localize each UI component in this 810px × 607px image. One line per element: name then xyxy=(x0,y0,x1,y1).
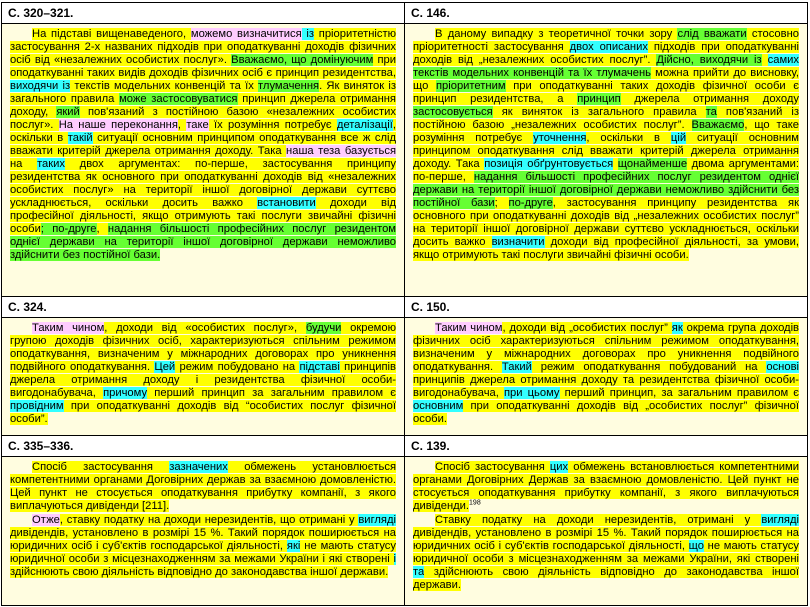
text-segment: принципів джерела отримання доходу та резидентства фізичної особи-вигодонабувача, xyxy=(413,374,799,399)
text-segment: Таким чином xyxy=(435,322,503,334)
right-page-ref: С. 150. xyxy=(405,297,808,318)
text-segment: двома аргументами: по-перше, xyxy=(413,158,800,183)
text-segment: на xyxy=(10,158,38,170)
text-segment: їх розуміння потребує xyxy=(208,119,337,131)
text-segment: вигляді xyxy=(761,514,799,526)
text-segment: визначити xyxy=(491,236,545,248)
text-segment: Дійсно, виходячи із xyxy=(656,54,762,66)
text-segment: ; xyxy=(494,197,509,209)
text-segment: основі xyxy=(766,361,800,373)
text-segment: , доходи від „особистих послуг” xyxy=(502,322,672,334)
text-row xyxy=(2,457,808,606)
text-segment: ; по-друге xyxy=(40,223,97,235)
text-segment: здійснюють свою діяльність відповідно до законодавства іншої держави. xyxy=(10,566,389,578)
right-text-block xyxy=(405,457,807,595)
text-segment: слід вважати xyxy=(677,28,747,40)
right-text-block xyxy=(405,318,807,429)
text-segment: ви xyxy=(358,514,371,526)
paragraph xyxy=(413,28,799,262)
right-page-ref: С. 139. xyxy=(405,436,808,457)
comparison-table xyxy=(1,2,808,606)
text-segment: причому xyxy=(103,387,148,399)
text-segment: по-друге xyxy=(508,197,553,209)
text-segment: провідним xyxy=(10,400,64,412)
text-segment: наша теза базується xyxy=(286,145,397,157)
paragraph xyxy=(413,461,799,513)
text-segment: та xyxy=(413,566,425,578)
text-segment: , що таке розуміння потребує xyxy=(413,119,799,144)
text-segment: цих xyxy=(549,461,569,473)
text-segment: , xyxy=(177,119,187,131)
text-segment: двох аргументах: по-перше, застосування принципу резидентства як основного при оподаткуванні доходів від «незалежних особистих послуг» на території іншої договірної держави суттєво ускладнюється, оскільки досить важко xyxy=(10,158,396,209)
text-segment: щонайменше xyxy=(617,158,688,170)
text-segment: надання більшості професійних послуг резидентом однієї держави на території іншої договірної держави неможливо здійснити без постійної бази. xyxy=(10,223,396,261)
text-segment: можемо визначитися xyxy=(190,28,302,40)
text-segment: В даному випадку з теоретичної точки зору xyxy=(435,28,678,40)
left-page-ref: С. 335–336. xyxy=(2,436,405,457)
right-text-cell xyxy=(405,24,808,297)
paragraph xyxy=(10,28,396,262)
left-text-cell xyxy=(2,318,405,436)
right-page-ref: С. 146. xyxy=(405,3,808,24)
text-segment: застосовується xyxy=(413,106,493,118)
text-segment: підходів при оподаткуванні доходів від „незалежних особистих послуг”. xyxy=(413,41,799,66)
text-segment: із xyxy=(301,28,315,40)
text-segment: при цьому xyxy=(504,387,560,399)
text-segment: ситуації основним принципом оподаткування все ж слід вважати критерій джерела отримання доходу. xyxy=(10,132,396,157)
text-segment: , доходи від «особистих послуг», xyxy=(104,322,306,334)
text-segment: при оподаткуванні доходів від „особистих послуг” фізичної особи. xyxy=(413,400,799,425)
paragraph xyxy=(10,461,396,513)
header-row xyxy=(2,436,808,457)
text-segment: будучи xyxy=(305,322,342,334)
paragraph xyxy=(10,514,396,579)
text-segment: основним xyxy=(413,400,464,412)
text-segment: принцип xyxy=(577,93,621,105)
text-segment: та xyxy=(705,106,717,118)
text-segment: пов'язаний із постійною базою „незалежних особистих послуг”. xyxy=(413,106,799,131)
text-segment: можна прийти до висновку, що xyxy=(413,67,799,92)
text-segment: , застосування принципу резидентства як основного при оподаткуванні доходів від „незалежних особистих послуг” на території іншої договірної держави суттєво ускладнюється, оскільки досить важко xyxy=(413,197,799,248)
text-segment xyxy=(762,54,768,66)
text-segment: пріоритетністю застосування 2-х названих підходів при оподаткуванні доходів фізичних осіб від «незалежних особистих послуг». xyxy=(10,28,396,66)
paragraph xyxy=(413,514,799,592)
right-text-block xyxy=(405,24,807,265)
text-segment: уточнення xyxy=(533,132,587,144)
text-segment: стосовно пріоритетності застосування xyxy=(413,28,799,53)
text-segment: Ставку податку на доходи нерезидентів, отримані у xyxy=(435,514,762,526)
text-segment: , оскільки в xyxy=(10,119,396,144)
text-segment: які xyxy=(286,540,301,552)
text-segment: Цей xyxy=(154,361,176,373)
text-segment: встановити xyxy=(257,197,316,209)
text-segment: що xyxy=(688,540,704,552)
text-segment: Спосіб застосування xyxy=(32,461,170,473)
text-segment: при оподаткуванні таких видів доходів фізичних осіб є принцип резидентства, xyxy=(10,54,397,79)
text-segment: Таким чином xyxy=(32,322,105,334)
text-segment: деталізації xyxy=(336,119,393,131)
text-segment: принцип джерела отримання доходу, xyxy=(10,93,396,118)
text-segment: підставі xyxy=(299,361,340,373)
text-segment: . Як виняток із загального правила xyxy=(10,80,396,105)
text-segment: дивідендів, установлено в розмірі 15 %. Такий порядок поширюється на юридичних осіб і суб'єктів господарської діяльності, xyxy=(10,527,396,552)
text-segment: перший принцип, за загальним правилом є xyxy=(559,387,799,399)
text-segment: доходи від професійної діяльності, за умови, якщо отримують такі послуги звичайні фізичні особи. xyxy=(413,236,800,261)
header-row xyxy=(2,297,808,318)
text-segment: зазначених xyxy=(169,461,228,473)
text-segment: Отже xyxy=(32,514,60,526)
text-row xyxy=(2,318,808,436)
text-segment: таких xyxy=(37,158,66,170)
text-segment: може застосовуватися xyxy=(119,93,238,105)
text-segment: який xyxy=(56,106,80,118)
text-segment: , оскільки в xyxy=(586,132,671,144)
text-segment: цій xyxy=(670,132,687,144)
text-segment: окремою групою доходів фізичних осіб, характеризуються спільним режимом оподаткування, визначеним у міжнародних договорах про уникнення подвійного оподаткування. xyxy=(10,322,396,373)
paragraph xyxy=(10,322,396,426)
text-segment: текстів модельних конвенцій та їх тлумачень xyxy=(413,67,651,79)
text-segment: принципів джерела отримання доходу і резидентства фізичної особи-вигодонабувача, xyxy=(10,361,396,399)
text-segment: не мають статусу юридичної особи з місцезнаходженням за межами України і які створені xyxy=(10,540,396,565)
text-segment: , ставку податку на доходи нерезидентів, що отримані у xyxy=(59,514,359,526)
text-segment: режим оподаткування побудований на xyxy=(531,361,767,373)
text-segment: двох описаних xyxy=(569,41,648,53)
left-page-ref: С. 320–321. xyxy=(2,3,405,24)
text-segment: при оподаткуванні доходів від “особистих послуг фізичної особи”. xyxy=(10,400,396,425)
text-segment: такій xyxy=(67,132,93,144)
text-segment: режим побудовано на xyxy=(175,361,300,373)
text-segment: здійснюють свою діяльність відповідно до законодавства іншої держави. xyxy=(413,566,799,591)
text-segment: ситуації основним принципом оподаткування слід вважати критерій джерела отримання доходу. Така xyxy=(413,132,799,170)
right-text-cell xyxy=(405,457,808,606)
left-text-block xyxy=(2,318,404,429)
text-segment: доходи від професійної діяльності, якщо отримують такі послуги звичайні фізичні особи xyxy=(10,197,396,235)
text-segment: Така xyxy=(257,145,287,157)
paragraph xyxy=(413,322,799,426)
text-segment: , xyxy=(96,223,108,235)
text-segment: Такий xyxy=(501,361,532,373)
text-segment: гляді xyxy=(370,514,396,526)
text-segment: пріоритетним xyxy=(435,80,506,92)
right-text-cell xyxy=(405,318,808,436)
text-segment: як xyxy=(671,322,683,334)
text-segment: і xyxy=(393,553,396,565)
left-page-ref: С. 324. xyxy=(2,297,405,318)
text-segment: дивідендів, установлено в розмірі 15 %. Такий порядок поширюється на юридичних осіб і суб'єктів господарської діяльності, xyxy=(413,527,799,552)
text-segment: На наше переконання xyxy=(58,119,178,131)
header-row xyxy=(2,3,808,24)
text-segment: надання більшості професійних послуг резидентом однієї держави на території іншої договірної держави неможливо здійснити без постійної бази xyxy=(413,171,800,209)
left-text-block xyxy=(2,457,404,582)
text-segment: обмежень установлюється компетентними органами Договірних держав за взаємною домовленістю. Цей пункт не стосується оподаткування прибутку компанії, з якого виплачуються дивіденди [211]. xyxy=(10,461,397,512)
text-segment: текстів модельних конвенцій та їх xyxy=(70,80,259,92)
text-segment: окрема група доходів фізичних осіб характеризуються спільним режимом оподаткування, визначеним у міжнародних договорах про уникнення подвійного оподаткування. xyxy=(413,322,800,373)
text-row xyxy=(2,24,808,297)
left-text-block xyxy=(2,24,404,265)
text-segment: таке xyxy=(186,119,209,131)
text-segment: а xyxy=(557,93,578,105)
text-segment: Вважаємо xyxy=(691,119,745,131)
text-segment: виходячи із xyxy=(10,80,71,92)
text-segment: джерела отримання доходу xyxy=(620,93,799,105)
text-segment: На підставі вищенаведеного, xyxy=(32,28,191,40)
footnote-ref: 198 xyxy=(469,499,481,507)
text-segment: як виняток із загального правила xyxy=(492,106,706,118)
text-segment: позиція обґрунтовується xyxy=(484,158,614,170)
text-segment: Спосіб застосування xyxy=(435,461,550,473)
text-segment: обмежень встановлюється компетентними органами Договірних Держав за взаємною домовленістю. Цей пункт не стосується оподаткування прибутку компанії, з якого виплачуються дивіденди. xyxy=(413,461,799,512)
left-text-cell xyxy=(2,24,405,297)
text-segment: перший принцип за загальним правилом є xyxy=(147,387,396,399)
text-segment: при оподаткуванні таких доходів фізичної особи є принцип резидентства, xyxy=(413,80,799,105)
left-text-cell xyxy=(2,457,405,606)
text-segment: самих xyxy=(767,54,799,66)
text-segment: не мають статусу юридичної особи з місцезнаходженням за межами України, які створені xyxy=(413,540,799,565)
text-segment: Вважаємо, що домінуючим xyxy=(231,54,374,66)
text-segment: тлумачення xyxy=(258,80,320,92)
text-segment: пов'язаний з постійною базою «незалежних особистих послуг». xyxy=(10,106,396,131)
